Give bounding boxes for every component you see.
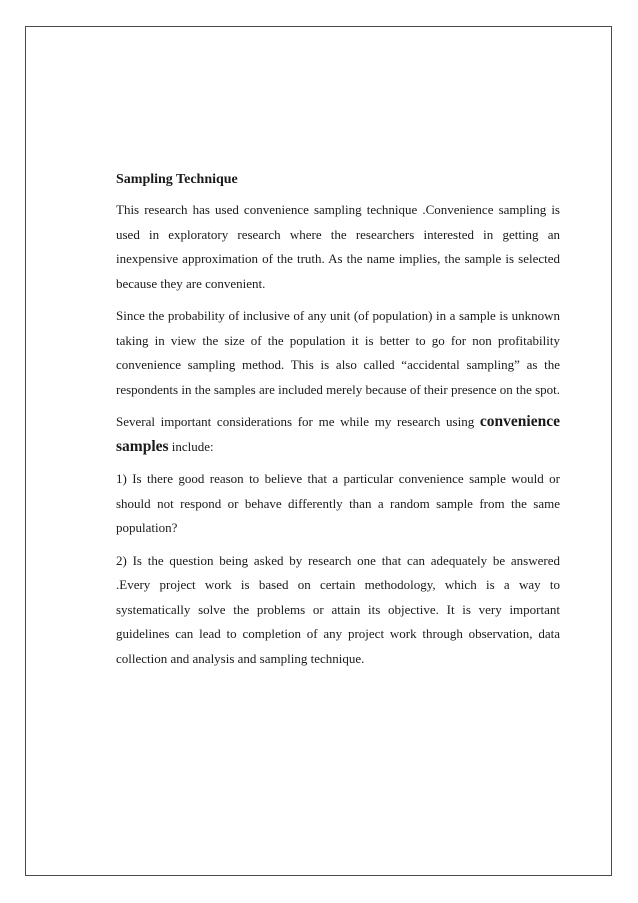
considerations-end: include:: [168, 438, 214, 454]
paragraph-question-1: 1) Is there good reason to believe that a particular convenience sample would or should not respond or behave differently than a random sample from the same population?: [116, 471, 560, 535]
document-body: [116, 167, 560, 679]
considerations-text: Several important considerations for me while my research using: [116, 414, 480, 429]
paragraph-question-2: 2) Is the question being asked by research one that can adequately be answered .Every project work is based on certain methodology, which is a way to systematically solve the problems or attain its objective. It is very important guidelines can lead to completion of any project work through observation, data collection and analysis and sampling technique.: [116, 552, 560, 666]
paragraph-considerations: [116, 410, 560, 459]
paragraph-probability: Since the probability of inclusive of any unit (of population) in a sample is unknown taking in view the size of the population it is better to go for non profitability convenience sampling method. This is also called “accidental sampling” as the respondents in the samples are included merely because of their presence on the spot.: [116, 308, 561, 397]
section-heading: Sampling Technique: [116, 172, 238, 187]
convenience-samples-emphasis: convenience samples: [116, 413, 560, 455]
paragraph-convenience-sampling: This research has used convenience sampling technique .Convenience sampling is used in exploratory research where the researchers interested in getting an inexpensive approximation of the truth. As the name implies, the sample is selected because they are convenient.: [116, 202, 560, 291]
